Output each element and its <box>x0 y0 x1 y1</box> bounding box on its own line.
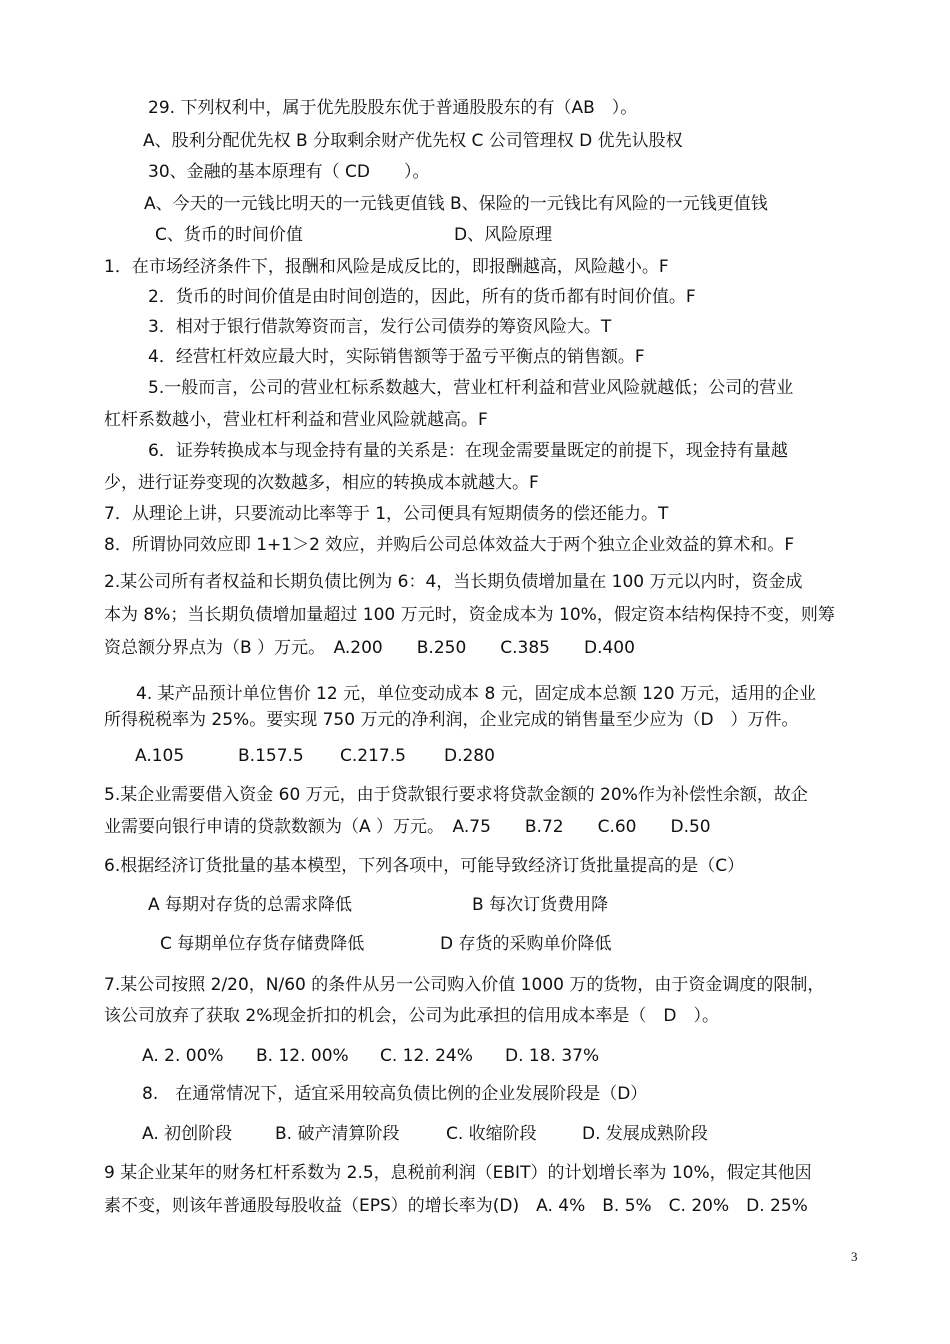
mc8-option-a: A. 初创阶段 <box>142 1124 233 1144</box>
mc7-option-a: A. 2. 00% <box>142 1046 224 1066</box>
mc7-option-d: D. 18. 37% <box>505 1046 600 1066</box>
mc8-option-d: D. 发展成熟阶段 <box>582 1124 708 1144</box>
tf-7: 7．从理论上讲，只要流动比率等于 1，公司便具有短期债务的偿还能力。T <box>104 504 669 524</box>
mc4-line2: 所得税税率为 25%。要实现 750 万元的净利润，企业完成的销售量至少应为（D ）万件。 <box>104 710 799 730</box>
q30-stem: 30、金融的基本原理有（ CD ）。 <box>148 162 430 182</box>
page-number: 3 <box>851 1249 858 1264</box>
q29-options: A、股利分配优先权 B 分取剩余财产优先权 C 公司管理权 D 优先认股权 <box>143 131 683 151</box>
tf-5-line1: 5.一般而言，公司的营业杠标系数越大，营业杠杆利益和营业风险就越低；公司的营业 <box>148 378 794 398</box>
mc4-option-a: A.105 <box>135 746 185 766</box>
mc6-option-c: C 每期单位存货存储费降低 <box>160 934 365 954</box>
mc6-option-d: D 存货的采购单价降低 <box>440 934 612 954</box>
tf-3: 3．相对于银行借款筹资而言，发行公司债券的筹资风险大。T <box>148 317 612 337</box>
q30-option-c: C、货币的时间价值 <box>155 225 303 245</box>
mc2-line1: 2.某公司所有者权益和长期负债比例为 6：4，当长期负债增加量在 100 万元以内时，资金成 <box>104 572 803 592</box>
mc4-option-c: C.217.5 <box>340 746 406 766</box>
mc9-line2: 素不变，则该年普通股每股收益（EPS）的增长率为(D) A. 4% B. 5% C. 20% D. 25% <box>104 1196 808 1216</box>
tf-1: 1．在市场经济条件下，报酬和风险是成反比的，即报酬越高，风险越小。F <box>104 257 669 277</box>
tf-5-line2: 杠杆系数越小，营业杠杆利益和营业风险就越高。F <box>104 410 488 430</box>
tf-2: 2．货币的时间价值是由时间创造的，因此，所有的货币都有时间价值。F <box>148 287 696 307</box>
mc4-option-d: D.280 <box>444 746 495 766</box>
mc2-line2: 本为 8%；当长期负债增加量超过 100 万元时，资金成本为 10%，假定资本结构保持不变，则筹 <box>104 605 835 625</box>
tf-6-line2: 少，进行证券变现的次数越多，相应的转换成本就越大。F <box>104 473 539 493</box>
mc5-line2: 业需要向银行申请的贷款数额为（A ）万元。 A.75 B.72 C.60 D.50 <box>104 817 711 837</box>
q30-option-d: D、风险原理 <box>454 225 553 245</box>
mc7-option-b: B. 12. 00% <box>256 1046 349 1066</box>
mc8-stem: 8. 在通常情况下，适宜采用较高负债比例的企业发展阶段是（D） <box>142 1084 648 1104</box>
mc7-option-c: C. 12. 24% <box>380 1046 473 1066</box>
mc4-line1: 4. 某产品预计单位售价 12 元，单位变动成本 8 元，固定成本总额 120 万元，适用的企业 <box>136 684 816 704</box>
mc6-stem: 6.根据经济订货批量的基本模型，下列各项中，可能导致经济订货批量提高的是（C） <box>104 856 745 876</box>
mc7-line2: 该公司放弃了获取 2%现金折扣的机会，公司为此承担的信用成本率是（ D ）。 <box>104 1006 719 1026</box>
q29-stem: 29. 下列权利中，属于优先股股东优于普通股股东的有（AB ）。 <box>148 98 638 118</box>
mc7-line1: 7.某公司按照 2/20，N/60 的条件从另一公司购入价值 1000 万的货物，由于资金调度的限制， <box>104 975 825 995</box>
mc6-option-b: B 每次订货费用降 <box>472 895 609 915</box>
mc2-line3: 资总额分界点为（B ）万元。 A.200 B.250 C.385 D.400 <box>104 638 635 658</box>
tf-6-line1: 6．证券转换成本与现金持有量的关系是：在现金需要量既定的前提下，现金持有量越 <box>148 441 788 461</box>
tf-4: 4．经营杠杆效应最大时，实际销售额等于盈亏平衡点的销售额。F <box>148 347 645 367</box>
mc4-option-b: B.157.5 <box>238 746 304 766</box>
mc5-line1: 5.某企业需要借入资金 60 万元，由于贷款银行要求将贷款金额的 20%作为补偿性余额，故企 <box>104 785 808 805</box>
mc9-line1: 9 某企业某年的财务杠杆系数为 2.5，息税前利润（EBIT）的计划增长率为 10%，假定其他因 <box>104 1163 812 1183</box>
q30-options-ab: A、今天的一元钱比明天的一元钱更值钱 B、保险的一元钱比有风险的一元钱更值钱 <box>144 194 768 214</box>
mc6-option-a: A 每期对存货的总需求降低 <box>148 895 353 915</box>
tf-8: 8．所谓协同效应即 1+1＞2 效应，并购后公司总体效益大于两个独立企业效益的算术和。F <box>104 535 795 555</box>
mc8-option-c: C. 收缩阶段 <box>446 1124 537 1144</box>
mc8-option-b: B. 破产清算阶段 <box>275 1124 400 1144</box>
